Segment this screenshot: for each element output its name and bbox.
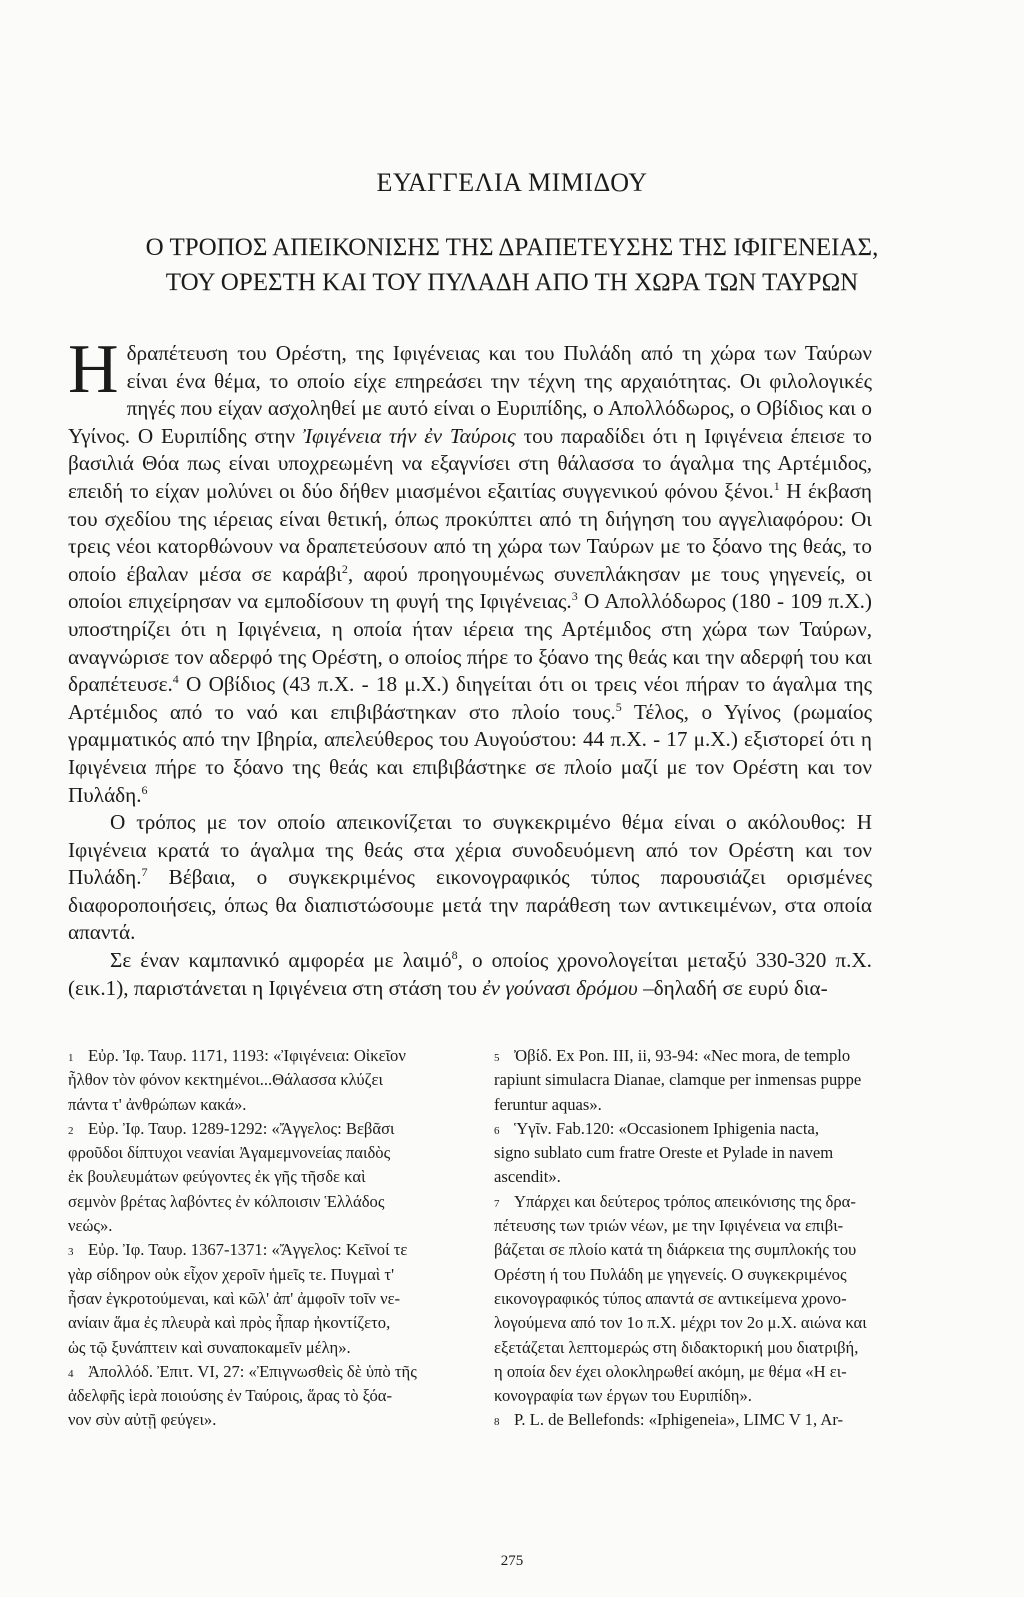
footnote-number: 6: [494, 1124, 500, 1137]
para2-text-2: Βέβαια, ο συγκεκριμένος εικονογραφικός τύπος παρουσιάζει ορισμένες διαφοροποιήσεις, όπως θα διαπιστώσουμε μετά την παράθεση των αντικειμένων, στα οποία απαντά.: [68, 865, 872, 945]
footnote-ref-4[interactable]: 4: [172, 672, 179, 687]
footnote-ref-6[interactable]: 6: [141, 782, 148, 797]
footnote-line: rapiunt simulacra Dianae, clamque per inmensas puppe: [494, 1070, 862, 1090]
footnote-line: πέτευσης των τριών νέων, με την Ιφιγένεια να επιβι-: [494, 1216, 844, 1236]
footnote: [68, 1117, 454, 1238]
footnote: [494, 1408, 880, 1432]
footnote-line: signo sublato cum fratre Oreste et Pylade in navem: [494, 1143, 834, 1163]
footnote-line: ὡς τῷ ξυνάπτειν καὶ συναποκαμεῖν μέλη».: [68, 1337, 351, 1357]
footnote-ref-3[interactable]: 3: [571, 589, 578, 604]
paragraph-2: [68, 809, 872, 947]
footnote-line: Ὀβίδ. Ex Pon. III, ii, 93-94: «Nec mora, de templo: [514, 1046, 851, 1065]
author-name: ΕΥΑΓΓΕΛΙΑ ΜΙΜΙΔΟΥ: [376, 168, 648, 197]
page-number: 275: [500, 1553, 524, 1569]
footnote-line: Εὐρ. Ἰφ. Ταυρ. 1367-1371: «Ἄγγελος: Κεῖνοί τε: [88, 1240, 408, 1260]
footnote-line: Εὐρ. Ἰφ. Ταυρ. 1289-1292: «Ἄγγελος: Βεβᾶσι: [88, 1118, 395, 1138]
footnote-line: ἐκ βουλευμάτων φεύγοντες ἐκ γῆς τῆσδε καὶ: [68, 1167, 366, 1187]
footnote-line: ἀδελφῆς ἱερὰ ποιούσης ἐν Ταύροις, ἅρας τὸ ξόα-: [68, 1386, 392, 1406]
footnote-ref-7[interactable]: 7: [141, 865, 148, 880]
para1-text-7: Τέλος, ο Υγίνος (ρωμαίος γραμματικός από την Ιβηρία, απελεύθερος του Αυγούστου: 44 π.Χ. - 17 μ.Χ.) εξιστορεί ότι η Ιφιγένεια πήρε το ξόανο της θεάς και επιβιβάστηκε σε πλοίο μαζί με τον Ορέστη και τον Πυλάδη.: [68, 699, 872, 807]
para3-text-2: , ο οποίος χρονολογείται μεταξύ 330-320 π.Χ. (εικ.1), παριστάνεται η Ιφιγένεια στη στάση του: [68, 948, 872, 1000]
footnote-line: νον σὺν αὐτῇ φεύγει».: [68, 1410, 217, 1430]
title-line-2: ΤΟΥ ΟΡΕΣΤΗ ΚΑΙ ΤΟΥ ΠΥΛΑΔΗ ΑΠΟ ΤΗ ΧΩΡΑ ΤΩΝ ΤΑΥΡΩΝ: [165, 269, 859, 296]
footnote-number: 7: [494, 1197, 500, 1210]
footnote-line: νεώς».: [68, 1216, 113, 1236]
footnote-line: εικονογραφικός τύπος απαντά σε αντικείμενα χρονο-: [494, 1288, 847, 1308]
footnote-ref-5[interactable]: 5: [615, 699, 622, 714]
para3-text-3: –δηλαδή σε ευρύ δια-: [637, 975, 828, 1000]
para1-italic-title: Ἰφιγένεια τήν ἐν Ταύροις: [302, 423, 516, 448]
footnote: [494, 1044, 880, 1117]
para3-text-1: Σε έναν καμπανικό αμφορέα με λαιμό: [110, 948, 452, 973]
footnote-line: βάζεται σε πλοίο κατά τη διάρκεια της συμπλοκής του: [494, 1240, 857, 1260]
footnote-number: 1: [68, 1052, 74, 1064]
footnote: [494, 1190, 880, 1409]
footnote-line: ascendit».: [494, 1167, 561, 1187]
footnote-line: Υπάρχει και δεύτερος τρόπος απεικόνισης της δρα-: [514, 1191, 856, 1211]
footnote-line: κονογραφία των έργων του Ευριπίδη».: [494, 1386, 752, 1406]
para3-italic-phrase: ἐν γούνασι δρόμου: [482, 975, 638, 1000]
paragraph-1: [68, 331, 872, 809]
footnote-line: Ορέστη ή του Πυλάδη με γηγενείς. Ο συγκεκριμένος: [494, 1264, 847, 1284]
footnote-line: Ἀπολλόδ. Ἐπιτ. VI, 27: «Ἐπιγνωσθεὶς δὲ ὑπὸ τῆς: [88, 1361, 417, 1381]
footnote: [68, 1044, 454, 1117]
article-title: [60, 230, 964, 300]
footnote-line: λογούμενα από τον 1ο π.Χ. μέχρι τον 2ο μ.Χ. αιώνα και: [494, 1313, 867, 1333]
footnote-number: 8: [494, 1416, 500, 1429]
drop-cap: Η: [68, 331, 119, 408]
footnote-line: Εὐρ. Ἰφ. Ταυρ. 1171, 1193: «Ἰφιγένεια: Οἰκεῖον: [88, 1046, 406, 1065]
footnote: [68, 1238, 454, 1359]
footnote-line: ἦλθον τὸν φόνον κεκτημένοι...Θάλασσα κλύζει: [68, 1070, 383, 1090]
para1-text-2: του παραδίδει ότι η Ιφιγένεια έπεισε το βασιλιά Θόα πως είναι υποχρεωμένη να εξαγνίσει στη θάλασσα το άγαλμα της Αρτέμιδος, επειδή το είχαν μολύνει οι δύο δήθεν μιασμένοι εξαιτίας συγγενικού φόνου ξένοι.: [68, 423, 872, 503]
footnote: [494, 1117, 880, 1190]
footnote-line: ανίαιν ἅμα ἐς πλευρὰ καὶ πρὸς ἧπαρ ἠκοντίζετο,: [68, 1313, 391, 1333]
footnote-ref-1[interactable]: 1: [773, 478, 780, 493]
footnote-line: εξετάζεται λεπτομερώς στη διδακτορική μου διατριβή,: [494, 1337, 859, 1357]
para1-text-3: Η έκβαση του σχεδίου της ιέρειας είναι θετική, όπως προκύπτει από τη διήγηση του αγγελιαφόρου: Οι τρεις νέοι κατορθώνουν να δραπετεύσουν από τη χώρα των Ταύρων με το ξόανο της θεάς, το οποίο έβαλαν μέσα σε καράβι: [68, 478, 872, 586]
footnote-number: 3: [68, 1246, 74, 1259]
para1-text-4: , αφού προηγουμένως συνεπλάκησαν με τους γηγενείς, οι οποίοι επιχείρησαν να εμποδίσουν τη φυγή της Ιφιγένειας.: [68, 561, 872, 614]
footnote-line: πάντα τ' ἀνθρώπων κακά».: [68, 1094, 247, 1114]
footnote-line: γὰρ σίδηρον οὐκ εἶχον χεροῖν ἡμεῖς τε. Πυγμαὶ τ': [68, 1264, 395, 1284]
footnote-number: 4: [68, 1367, 74, 1380]
paragraph-3: [68, 947, 872, 1002]
para1-text-5: Ο Απολλόδωρος (180 - 109 π.Χ.) υποστηρίζει ότι η Ιφιγένεια, η οποία ήταν ιέρεια της Αρτέμιδος στη χώρα των Ταύρων, αναγνώρισε τον αδερφό της Ορέστη, ο οποίος πήρε το ξόανο της θεάς και την αδερφή του και δραπέτευσε.: [68, 589, 872, 697]
footnotes-left-column: [68, 1044, 454, 1433]
footnote-line: feruntur aquas».: [494, 1094, 602, 1114]
para1-text-1: δραπέτευση του Ορέστη, της Ιφιγένειας και του Πυλάδη από τη χώρα των Ταύρων είναι ένα θέμα, το οποίο είχε επηρεάσει την τέχνη της αρχαιότητας. Οι φιλολογικές πηγές που είχαν ασχοληθεί με αυτό είναι ο Ευριπίδης, ο Απολλόδωρος, ο Οβίδιος και ο Υγίνος. Ο Ευριπίδης στην: [68, 341, 872, 448]
footnote: [68, 1360, 454, 1433]
footnote-line: ἦσαν ἐγκροτούμεναι, καὶ κῶλ' ἀπ' ἀμφοῖν τοῖν νε-: [68, 1288, 401, 1308]
footnote-line: P. L. de Bellefonds: «Iphigeneia», LIMC V 1, Ar-: [514, 1410, 844, 1430]
para2-text-1: Ο τρόπος με τον οποίο απεικονίζεται το συγκεκριμένο θέμα είναι ο ακόλουθος: Η Ιφιγένεια κρατά το άγαλμα της θεάς στα χέρια συνοδευόμενη από τον Ορέστη και τον Πυλάδη.: [68, 810, 872, 890]
footnotes: [68, 1044, 880, 1433]
title-line-1: Ο ΤΡΟΠΟΣ ΑΠΕΙΚΟΝΙΣΗΣ ΤΗΣ ΔΡΑΠΕΤΕΥΣΗΣ ΤΗΣ ΙΦΙΓΕΝΕΙΑΣ,: [145, 234, 879, 261]
para1-text-6: Ο Οβίδιος (43 π.Χ. - 18 μ.Χ.) διηγείται ότι οι τρεις νέοι πήραν το άγαλμα της Αρτέμιδος από το ναό και επιβιβάστηκαν στο πλοίο τους.: [68, 672, 872, 724]
footnote-ref-8[interactable]: 8: [451, 948, 458, 962]
footnote-line: η οποία δεν έχει ολοκληρωθεί ακόμη, με θέμα «Η ει-: [494, 1361, 847, 1381]
footnotes-right-column: [494, 1044, 880, 1433]
footnote-line: Ὑγῖν. Fab.120: «Occasionem Iphigenia nacta,: [514, 1118, 819, 1138]
article-body: [68, 331, 872, 1002]
footnote-ref-2[interactable]: 2: [341, 561, 348, 576]
footnote-line: σεμνὸν βρέτας λαβόντες ἐν κόλποισιν Ἑλλάδος: [68, 1191, 385, 1211]
footnote-number: 5: [494, 1052, 500, 1064]
footnote-number: 2: [68, 1124, 74, 1137]
footnote-line: φροῦδοι δίπτυχοι νεανίαι Ἀγαμεμνονείας παιδὸς: [68, 1143, 391, 1163]
